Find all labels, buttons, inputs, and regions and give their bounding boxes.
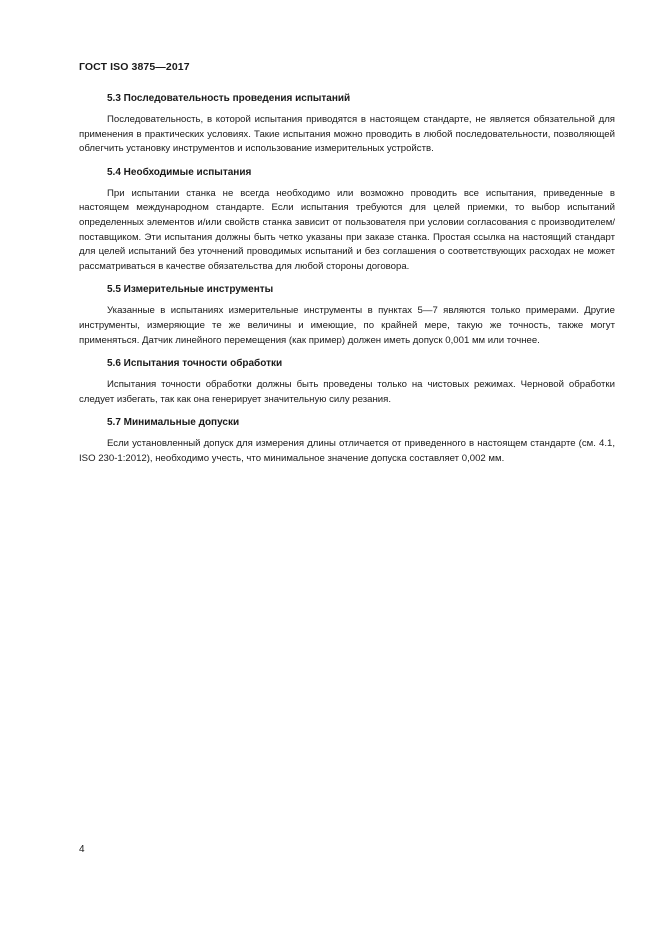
section-paragraph: Указанные в испытаниях измерительные инструменты в пунктах 5—7 являются только примерами. Другие инструменты, измеряющие те же величины и имеющие, по крайней мере, такую же точность, также могут применяться. Датчик линейного перемещения (как пример) должен иметь допуск 0,001 мм или точнее. [79,305,615,346]
document-header: ГОСТ ISO 3875—2017 [79,61,190,73]
section-title: 5.6 Испытания точности обработки [107,358,283,370]
section-paragraph: Если установленный допуск для измерения длины отличается от приведенного в настоящем стандарте (см. 4.1, ISO 230-1:2012), необходимо учесть, что минимальное значение допуска составляет 0,002 мм. [79,438,615,464]
section-paragraph: При испытании станка не всегда необходимо или возможно проводить все испытания, приведенные в настоящем международном стандарте. Если испытания требуются для целей приемки, то выбор испытаний определенных элементов и/или свойств станка зависит от пользователя при условии согласования с производителем/поставщиком. Эти испытания должны быть четко указаны при заказе станка. Простая ссылка на настоящий стандарт для целей испытаний без уточнений проводимых испытаний и без соглашения о соответствующих расходах не может рассматриваться в качестве обязательства для любой стороны договора. [79,187,615,272]
section-paragraph: Последовательность, в которой испытания приводятся в настоящем стандарте, не является обязательной для применения в практических условиях. Такие испытания можно проводить в любой последовательности, позволяющей облегчить установку инструментов и использование измерительных устройств. [79,114,615,155]
section-5-4 [79,166,615,275]
section-title: 5.5 Измерительные инструменты [107,284,274,296]
document-body [79,92,615,476]
section-title: 5.7 Минимальные допуски [107,417,240,429]
page-number: 4 [79,844,85,855]
section-5-5 [79,283,615,348]
section-title: 5.4 Необходимые испытания [107,166,252,178]
section-5-7 [79,416,615,466]
section-5-3 [79,92,615,157]
section-title: 5.3 Последовательность проведения испытаний [107,93,351,104]
section-paragraph: Испытания точности обработки должны быть проведены только на чистовых режимах. Черновой обработки следует избегать, так как она генерирует значительную силу резания. [79,379,615,405]
section-5-6 [79,357,615,407]
